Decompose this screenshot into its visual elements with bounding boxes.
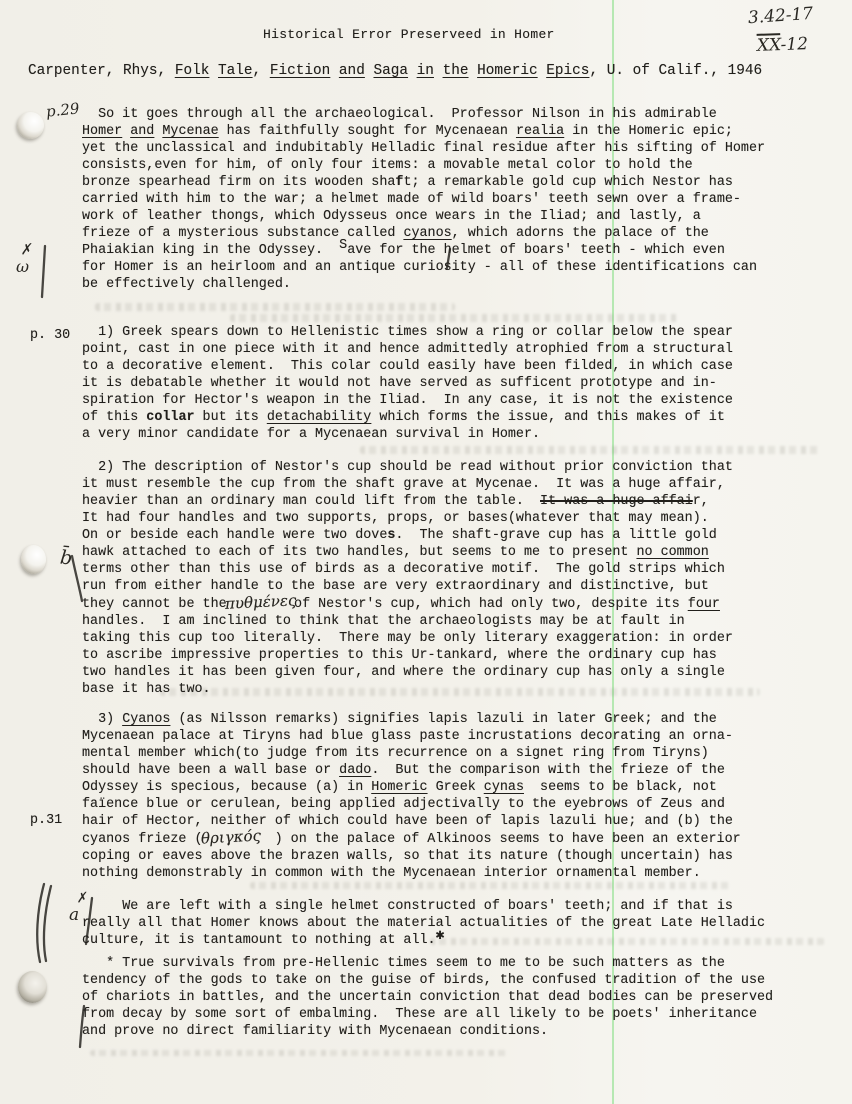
document-title: Historical Error Preserveed in Homer (263, 27, 555, 42)
paragraph-2-nestors-cup: 2) The description of Nestor's cup should be read without prior conviction that it must resemble the cup from the shaft grave at Mycenae. It was a huge affair, heavier than an ordinary man could lift from the table. It was a huge affair, It had four handles and two supports, props, or bases(whatever that may mean). On or beside each handle were two doves. The shaft-grave cup has a little gold hawk attached to each of its two handles, but seems to me to present no common terms other than this use of birds as a decorative motif. The gold strips which run from either handle to the base are very extraordinary and distinctive, but they cannot be theπυθμένεςof Nestor's cup, which had only two, despite its four handles. I am inclined to think that the archaeologists may be at fault in taking this cup too literally. There may be only literary exaggeration: in order to ascribe impressive properties to this Ur-tankard, where the ordinary cup has two handles it has been given four, and where the ordinary cup has only a single base it has two. (82, 460, 733, 697)
footnote-true-survivals: * True survivals from pre-Hellenic times seem to me to be such matters as the tendency of the gods to take on the guise of birds, the confused tradition of the use of chariots in battles, and the uncertain conviction that dead bodies can be preserved from decay by some sort of embalming. These are all likely to be poets' inheritance and prove no direct familiarity with Mycenaean conditions. (82, 956, 774, 1039)
paragraph-conclusion: We are left with a single helmet constructed of boars' teeth; and if that is really all that Homer knows about the material actualities of the great Late Helladic culture, it is tantamount to nothing at all.✱ (82, 899, 766, 948)
margin-mark-b: b̄ (58, 546, 74, 570)
margin-curve-1 (37, 884, 44, 962)
document-source-line: Carpenter, Rhys, Folk Tale, Fiction and Saga in the Homeric Epics, U. of Calif., 1946 (28, 63, 763, 79)
margin-mark-x: ✗ (18, 241, 33, 259)
bleedthrough-smudge (90, 1050, 510, 1056)
bleedthrough-smudge (360, 446, 820, 454)
margin-page-ref-30: p. 30 (30, 328, 71, 343)
paragraph-3-cyanos: 3) Cyanos (as Nilsson remarks) signifies lapis lazuli in later Greek; and the Mycenaean palace at Tiryns had blue glass paste incrustations decorating an orna- mental member which(to judge from its recurrence on a signet ring from Tiryns) should have been a wall base or dado. But the comparison with the frieze of the Odyssey is specious, because (a) in Homeric Greek cynas seems to be black, not faïence blue or cerulean, being applied adjectivally to the eyebrows of Zeus and hair of Hector, neither of which could have been of lapis lazuli hue; and (b) the cyanos frieze (θριγκός ) on the palace of Alkinoos seems to have been an exterior coping or eaves above the brazen walls, so that its nature (though uncertain) has nothing demonstrably in common with the Mycenaean interior ornamental member. (82, 712, 741, 881)
handwritten-catalog-number: 3.42-17 (747, 3, 814, 29)
paragraph-1-greek-spears: 1) Greek spears down to Hellenistic times show a ring or collar below the spear point, cast in one piece with it and hence admittedly atrophied from a structural to a decorative element. This colar could easily have been filded, in which case it is debatable whether it would not have served as sufficent prototype and in- spiration for Hector's weapon in the Iliad. In any case, it is not the existence of this collar but its detachability which forms the issue, and this makes of it a very minor candidate for a Mycenaean survival in Homer. (82, 325, 733, 442)
margin-mark-a: a (69, 905, 80, 925)
bleedthrough-smudge (250, 882, 730, 889)
margin-stroke-2 (72, 556, 82, 601)
margin-page-ref-31: p.31 (30, 813, 63, 828)
paragraph-intro: So it goes through all the archaeological. Professor Nilson in his admirable Homer and Mycenae has faithfully sought for Mycenaean realia in the Homeric epic; yet the unclassical and indubitably Helladic final residue after his sifting of Homer consists,even for him, of only four items: a movable metal color to hold the bronze spearhead firm on its wooden shaft; a remarkable gold cup which Nestor has carried with him to the war; a helmet made of wild boars' teeth sewn over a frame- work of leather thongs, which Odysseus once wears in the Iliad; and lastly, a frieze of a mysterious substance called cyanos, which adorns the palace of the Phaiakian king in the Odyssey. Save for the helmet of boars' teeth - which even for Homer is an heirloom and an antique curiosity - all of these identifications can be effectively challenged. (82, 107, 766, 292)
handwritten-page-ref-29: p.29 (45, 99, 81, 121)
margin-stroke-1 (42, 246, 45, 297)
punch-hole (21, 545, 46, 574)
bleedthrough-smudge (230, 314, 680, 322)
punch-hole (18, 971, 47, 1003)
margin-mark-omega: ω (16, 257, 30, 276)
handwritten-page-code: $\overline{XX}-12$ (756, 34, 809, 56)
margin-curve-2 (44, 886, 51, 961)
margin-mark-x2: ✗ (74, 890, 89, 907)
bleedthrough-smudge (95, 303, 455, 311)
punch-hole (17, 112, 44, 139)
